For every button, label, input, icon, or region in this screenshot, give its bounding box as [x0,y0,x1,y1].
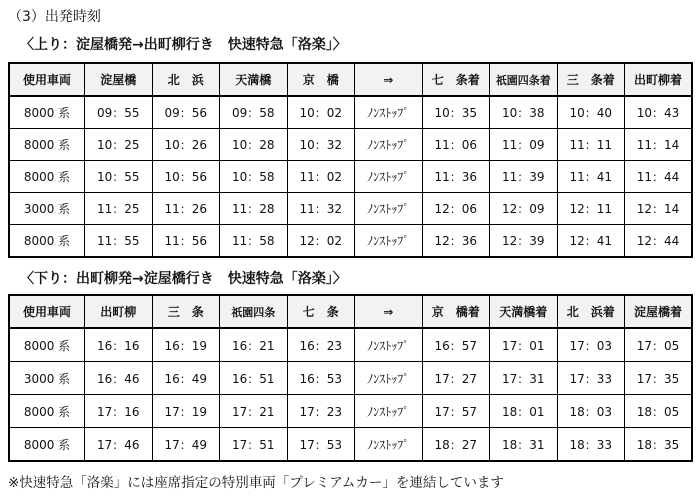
vehicle-cell: 8000 系 [9,129,85,161]
time-cell: 16：16 [85,328,153,362]
header-station: 淀屋橋着 [625,295,693,328]
time-cell: 17：49 [152,428,220,462]
time-cell: 10：02 [287,96,355,129]
time-cell: 17：51 [220,428,288,462]
time-cell: 18：31 [490,428,558,462]
time-cell: 18：33 [557,428,625,462]
time-cell: 17：27 [422,362,490,395]
table-row [9,193,692,225]
time-cell: 12：41 [557,225,625,258]
header-station: 淀屋橋 [85,63,153,96]
vehicle-cell: 8000 系 [9,395,85,428]
time-cell: 11：02 [287,161,355,193]
time-cell: 11：26 [152,193,220,225]
time-cell: 17：33 [557,362,625,395]
time-cell: 17：57 [422,395,490,428]
vehicle-cell: 8000 系 [9,225,85,258]
vehicle-cell: 8000 系 [9,328,85,362]
table-row [9,395,692,428]
header-vehicle: 使用車両 [9,295,85,328]
nonstop-cell: ﾉﾝｽﾄｯﾌﾟ [355,193,423,225]
time-cell: 11：44 [625,161,693,193]
time-cell: 10：25 [85,129,153,161]
section-title: （3）出発時刻 [8,9,101,25]
time-cell: 16：49 [152,362,220,395]
header-arrow: ⇒ [355,295,423,328]
time-cell: 11：25 [85,193,153,225]
time-cell: 12：39 [490,225,558,258]
time-cell: 12：02 [287,225,355,258]
time-cell: 11：32 [287,193,355,225]
table-row [9,225,692,258]
header-station: 京 橋 [287,63,355,96]
nonstop-cell: ﾉﾝｽﾄｯﾌﾟ [355,161,423,193]
table-row [9,362,692,395]
time-cell: 11：36 [422,161,490,193]
time-cell: 11：39 [490,161,558,193]
time-cell: 11：14 [625,129,693,161]
header-station: 天満橋着 [490,295,558,328]
time-cell: 12：09 [490,193,558,225]
time-cell: 17：35 [625,362,693,395]
time-cell: 09：56 [152,96,220,129]
time-cell: 10：26 [152,129,220,161]
down-header-row [9,295,692,328]
time-cell: 18：01 [490,395,558,428]
time-cell: 16：51 [220,362,288,395]
vehicle-cell: 3000 系 [9,193,85,225]
header-station: 出町柳着 [625,63,693,96]
time-cell: 12：14 [625,193,693,225]
header-vehicle: 使用車両 [9,63,85,96]
nonstop-cell: ﾉﾝｽﾄｯﾌﾟ [355,362,423,395]
time-cell: 18：27 [422,428,490,462]
time-cell: 17：05 [625,328,693,362]
nonstop-cell: ﾉﾝｽﾄｯﾌﾟ [355,328,423,362]
down-timetable-caption: 〈下り：出町柳発→淀屋橋行き 快速特急「洛楽」〉 [20,271,347,287]
time-cell: 17：53 [287,428,355,462]
header-station: 北 浜着 [557,295,625,328]
time-cell: 17：19 [152,395,220,428]
time-cell: 16：21 [220,328,288,362]
time-cell: 10：55 [85,161,153,193]
table-row [9,96,692,129]
time-cell: 11：41 [557,161,625,193]
footnote: ※快速特急「洛楽」には座席指定の特別車両「プレミアムカー」を連結しています [8,475,504,491]
time-cell: 17：46 [85,428,153,462]
time-cell: 17：16 [85,395,153,428]
time-cell: 10：56 [152,161,220,193]
time-cell: 11：09 [490,129,558,161]
vehicle-cell: 3000 系 [9,362,85,395]
time-cell: 10：40 [557,96,625,129]
header-station: 祇園四条着 [490,63,558,96]
table-row [9,129,692,161]
time-cell: 17：01 [490,328,558,362]
time-cell: 16：53 [287,362,355,395]
time-cell: 10：38 [490,96,558,129]
time-cell: 16：23 [287,328,355,362]
time-cell: 17：23 [287,395,355,428]
time-cell: 10：43 [625,96,693,129]
header-station: 京 橋着 [422,295,490,328]
vehicle-cell: 8000 系 [9,96,85,129]
time-cell: 11：28 [220,193,288,225]
nonstop-cell: ﾉﾝｽﾄｯﾌﾟ [355,395,423,428]
header-station: 七 条 [287,295,355,328]
time-cell: 11：06 [422,129,490,161]
time-cell: 17：03 [557,328,625,362]
time-cell: 12：11 [557,193,625,225]
time-cell: 16：57 [422,328,490,362]
header-arrow: ⇒ [355,63,423,96]
time-cell: 18：05 [625,395,693,428]
header-station: 出町柳 [85,295,153,328]
down-timetable [8,294,693,462]
time-cell: 17：21 [220,395,288,428]
header-station: 天満橋 [220,63,288,96]
table-row [9,328,692,362]
header-station: 三 条着 [557,63,625,96]
nonstop-cell: ﾉﾝｽﾄｯﾌﾟ [355,225,423,258]
time-cell: 11：55 [85,225,153,258]
time-cell: 10：28 [220,129,288,161]
time-cell: 11：11 [557,129,625,161]
header-station: 七 条着 [422,63,490,96]
time-cell: 16：19 [152,328,220,362]
time-cell: 10：58 [220,161,288,193]
header-station: 三 条 [152,295,220,328]
time-cell: 17：31 [490,362,558,395]
time-cell: 18：35 [625,428,693,462]
time-cell: 09：55 [85,96,153,129]
time-cell: 12：44 [625,225,693,258]
time-cell: 11：58 [220,225,288,258]
vehicle-cell: 8000 系 [9,161,85,193]
time-cell: 09：58 [220,96,288,129]
up-timetable [8,62,693,258]
up-timetable-caption: 〈上り：淀屋橋発→出町柳行き 快速特急「洛楽」〉 [20,37,347,53]
time-cell: 11：56 [152,225,220,258]
nonstop-cell: ﾉﾝｽﾄｯﾌﾟ [355,96,423,129]
time-cell: 10：32 [287,129,355,161]
time-cell: 12：36 [422,225,490,258]
vehicle-cell: 8000 系 [9,428,85,462]
time-cell: 10：35 [422,96,490,129]
table-row [9,428,692,462]
time-cell: 16：46 [85,362,153,395]
nonstop-cell: ﾉﾝｽﾄｯﾌﾟ [355,129,423,161]
time-cell: 18：03 [557,395,625,428]
nonstop-cell: ﾉﾝｽﾄｯﾌﾟ [355,428,423,462]
time-cell: 12：06 [422,193,490,225]
header-station: 祇園四条 [220,295,288,328]
up-header-row [9,63,692,96]
table-row [9,161,692,193]
header-station: 北 浜 [152,63,220,96]
